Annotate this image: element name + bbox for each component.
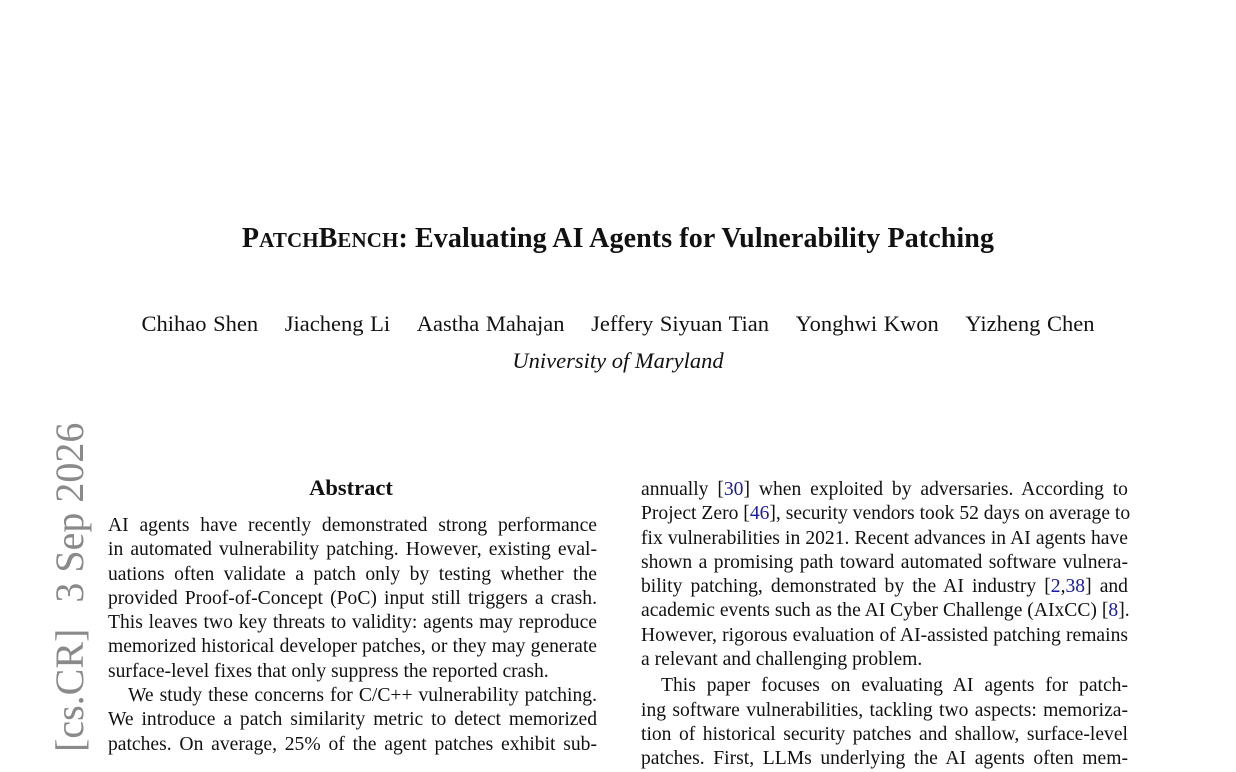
intro-line	[641, 575, 1128, 599]
abstract-line: memorized historical developer patches, or they may generate	[108, 636, 597, 658]
intro-line: shown a promising path toward automated software vulnera-	[641, 551, 1128, 573]
arxiv-date: 3 Sep 2026	[47, 422, 92, 603]
intro-text: ].	[1118, 600, 1130, 622]
intro-text: ], security vendors took 52 days on average to	[769, 503, 1131, 525]
intro-text: academic events such as the AI Cyber Challenge (AIxCC) [	[641, 600, 1109, 622]
title-letter-b: B	[318, 223, 338, 254]
abstract-line: AI agents have recently demonstrated strong performance	[108, 515, 597, 536]
intro-line: ing software vulnerabilities, tackling two aspects: memoriza-	[641, 699, 1128, 721]
author-name: Jiacheng Li	[284, 311, 391, 336]
abstract-heading: Abstract	[309, 475, 393, 500]
intro-line: fix vulnerabilities in 2021. Recent advances in AI agents have	[641, 527, 1128, 549]
author-name: Yizheng Chen	[965, 311, 1095, 336]
abstract-line: provided Proof-of-Concept (PoC) input still triggers a crash.	[108, 587, 597, 609]
author-name: Aastha Mahajan	[416, 311, 565, 336]
author-name: Yonghwi Kwon	[795, 311, 939, 336]
intro-line: tion of historical security patches and shallow, surface-level	[641, 723, 1128, 745]
intro-line	[641, 478, 1128, 502]
abstract-line: surface-level fixes that only suppress the reported crash.	[108, 660, 549, 682]
intro-line: a relevant and challenging problem.	[641, 649, 923, 671]
intro-text: ,	[1060, 576, 1066, 598]
introduction-body	[641, 478, 1131, 772]
author-list	[0, 311, 1236, 337]
author-name: Jeffery Siyuan Tian	[591, 311, 770, 336]
citation-link[interactable]: 46	[749, 503, 770, 525]
affiliation: University of Maryland	[512, 348, 724, 373]
intro-text: Project Zero [	[641, 503, 750, 525]
title-letter-p: P	[241, 223, 260, 254]
abstract-line: We study these concerns for C/C++ vulnerability patching.	[128, 685, 597, 707]
paper-title	[0, 223, 1236, 255]
arxiv-category: [cs.CR]	[47, 628, 92, 752]
title-smallcaps-atch: ATCH	[259, 228, 319, 252]
intro-line: This paper focuses on evaluating AI agents for patch-	[661, 675, 1128, 697]
title-rest: : Evaluating AI Agents for Vulnerability Patching	[398, 223, 995, 254]
abstract-line: We introduce a patch similarity metric to detect memorized	[108, 709, 597, 731]
abstract-line: in automated vulnerability patching. However, existing eval-	[108, 539, 597, 561]
intro-text: bility patching, demonstrated by the AI industry [	[641, 576, 1051, 598]
arxiv-stamp	[46, 422, 94, 752]
citation-link[interactable]: 38	[1065, 576, 1086, 598]
citation-link[interactable]: 2	[1050, 576, 1061, 598]
title-smallcaps-ench: ENCH	[337, 228, 399, 252]
citation-link[interactable]: 30	[723, 479, 744, 500]
abstract-body	[108, 514, 597, 757]
intro-text: ] and	[1085, 576, 1128, 598]
intro-line	[641, 599, 1128, 623]
intro-line: patches. First, LLMs underlying the AI agents often mem-	[641, 748, 1128, 770]
intro-text: annually [	[641, 479, 724, 500]
author-name: Chihao Shen	[141, 311, 259, 336]
citation-link[interactable]: 8	[1108, 600, 1119, 622]
intro-text: ] when exploited by adversaries. According to	[743, 479, 1128, 500]
abstract-line: patches. On average, 25% of the agent patches exhibit sub-	[108, 733, 597, 755]
intro-line: However, rigorous evaluation of AI-assisted patching remains	[641, 624, 1128, 646]
abstract-line: uations often validate a patch only by testing whether the	[108, 563, 597, 585]
abstract-line: This leaves two key threats to validity: agents may reproduce	[108, 612, 597, 634]
intro-line	[641, 502, 1131, 526]
